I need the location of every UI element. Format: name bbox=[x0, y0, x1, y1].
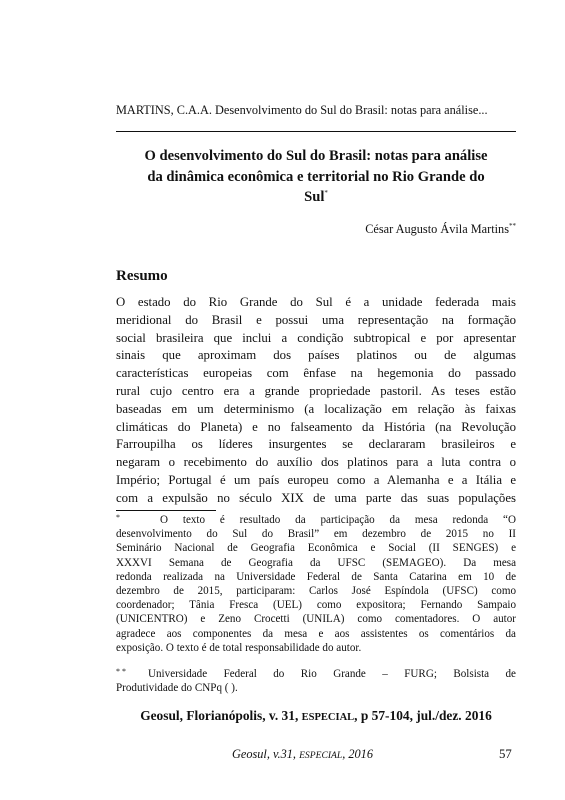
abstract-line: climáticas do Planeta) e no falseamento da História (na Revolução bbox=[116, 419, 516, 434]
footnote-line: exposição. O texto é de total responsabilidade do autor. bbox=[116, 641, 362, 654]
footnote-2-marker: * * bbox=[116, 667, 126, 676]
article-title bbox=[116, 146, 516, 208]
footnote-line: redonda realizada na Universidade Federal de Santa Catarina em 10 de bbox=[116, 570, 516, 583]
footnote-1 bbox=[116, 513, 516, 655]
abstract-line: Império; Portugal é um país europeu como a Alemanha e a Itália e bbox=[116, 472, 516, 487]
footnote-2 bbox=[116, 667, 516, 695]
footer-text: , 2016 bbox=[342, 747, 373, 761]
abstract-line: sinais que aproximam dos países platinos ou de algumas bbox=[116, 348, 516, 363]
footer-journal bbox=[232, 747, 373, 762]
footnote-line: desenvolvimento do Sul do Brasil” em dezembro de 2015 no II bbox=[116, 528, 516, 541]
footnote-line: O texto é resultado da participação da mesa redonda “O bbox=[160, 514, 516, 526]
citation-text: , p 57-104, jul./dez. 2016 bbox=[354, 708, 492, 723]
abstract-body bbox=[116, 294, 516, 508]
footnote-line: Produtividade do CNPq ( ). bbox=[116, 682, 238, 695]
title-line: O desenvolvimento do Sul do Brasil: notas para análise bbox=[144, 148, 488, 164]
title-line-text: Sul bbox=[304, 189, 325, 205]
citation-text: Geosul, Florianópolis, v. 31, bbox=[140, 708, 302, 723]
footnote-line: agradece aos componentes da mesa e aos assistentes os comentários da bbox=[116, 627, 516, 640]
title-line bbox=[116, 187, 516, 208]
abstract-line: O estado do Rio Grande do Sul é a unidade federada mais bbox=[116, 295, 516, 309]
author-footnote-marker[interactable]: ** bbox=[509, 221, 516, 230]
footnote-line: Universidade Federal do Rio Grande – FURG; Bolsista de bbox=[148, 668, 516, 680]
abstract-line: rural cujo centro era a grande propriedade pastoril. As teses estão bbox=[116, 383, 516, 398]
footnote-line: coordenador; Tânia Fresca (UEL) como expositora; Fernando Sampaio bbox=[116, 599, 516, 612]
abstract-line: baseadas em um determinismo (a localização em relação às faixas bbox=[116, 401, 516, 416]
abstract-line: negaram o recebimento do auxílio dos platinos para a luta contra o bbox=[116, 455, 516, 470]
footer-special: ESPECIAL bbox=[299, 750, 343, 761]
footnote-line: dezembro de 2015, participaram: Carlos José Espíndola (UFSC) como bbox=[116, 585, 516, 598]
footnote-line: Seminário Nacional de Geografia Econômica e Social (II SENGES) e bbox=[116, 542, 516, 555]
abstract-line: com a expulsão no século XIX de uma parte das suas populações bbox=[116, 490, 516, 505]
title-footnote-marker[interactable]: * bbox=[324, 189, 328, 198]
title-line: da dinâmica econômica e territorial no Rio Grande do bbox=[147, 168, 485, 185]
header-divider bbox=[116, 131, 516, 132]
running-head: MARTINS, C.A.A. Desenvolvimento do Sul do Brasil: notas para análise... bbox=[116, 103, 488, 117]
abstract-line: social brasileira que inclui a condição subtropical e por apresentar bbox=[116, 330, 516, 345]
page-number: 57 bbox=[499, 747, 512, 761]
abstract-line: Farroupilha os líderes insurgentes se declararam brasileiros e bbox=[116, 437, 516, 452]
footnote-1-marker: * bbox=[116, 513, 120, 522]
footnote-line: (UNICENTRO) e Zeno Crocetti (UNILA) como comentadores. O autor bbox=[116, 613, 516, 626]
author-name: César Augusto Ávila Martins bbox=[365, 222, 509, 236]
footnote-divider bbox=[116, 510, 216, 511]
abstract-heading: Resumo bbox=[116, 268, 168, 284]
author-line bbox=[116, 222, 516, 237]
journal-citation bbox=[116, 708, 516, 724]
abstract-line: meridional do Brasil e possui uma representação na formação bbox=[116, 312, 516, 327]
footer-text: Geosul, v.31, bbox=[232, 747, 300, 761]
abstract-line: características europeias com ênfase na hegemonia do passado bbox=[116, 366, 516, 381]
footnote-line: XXXVI Semana de Geografia da UFSC (SEMAGEO). Da mesa bbox=[116, 556, 516, 569]
citation-special: ESPECIAL bbox=[301, 712, 355, 723]
